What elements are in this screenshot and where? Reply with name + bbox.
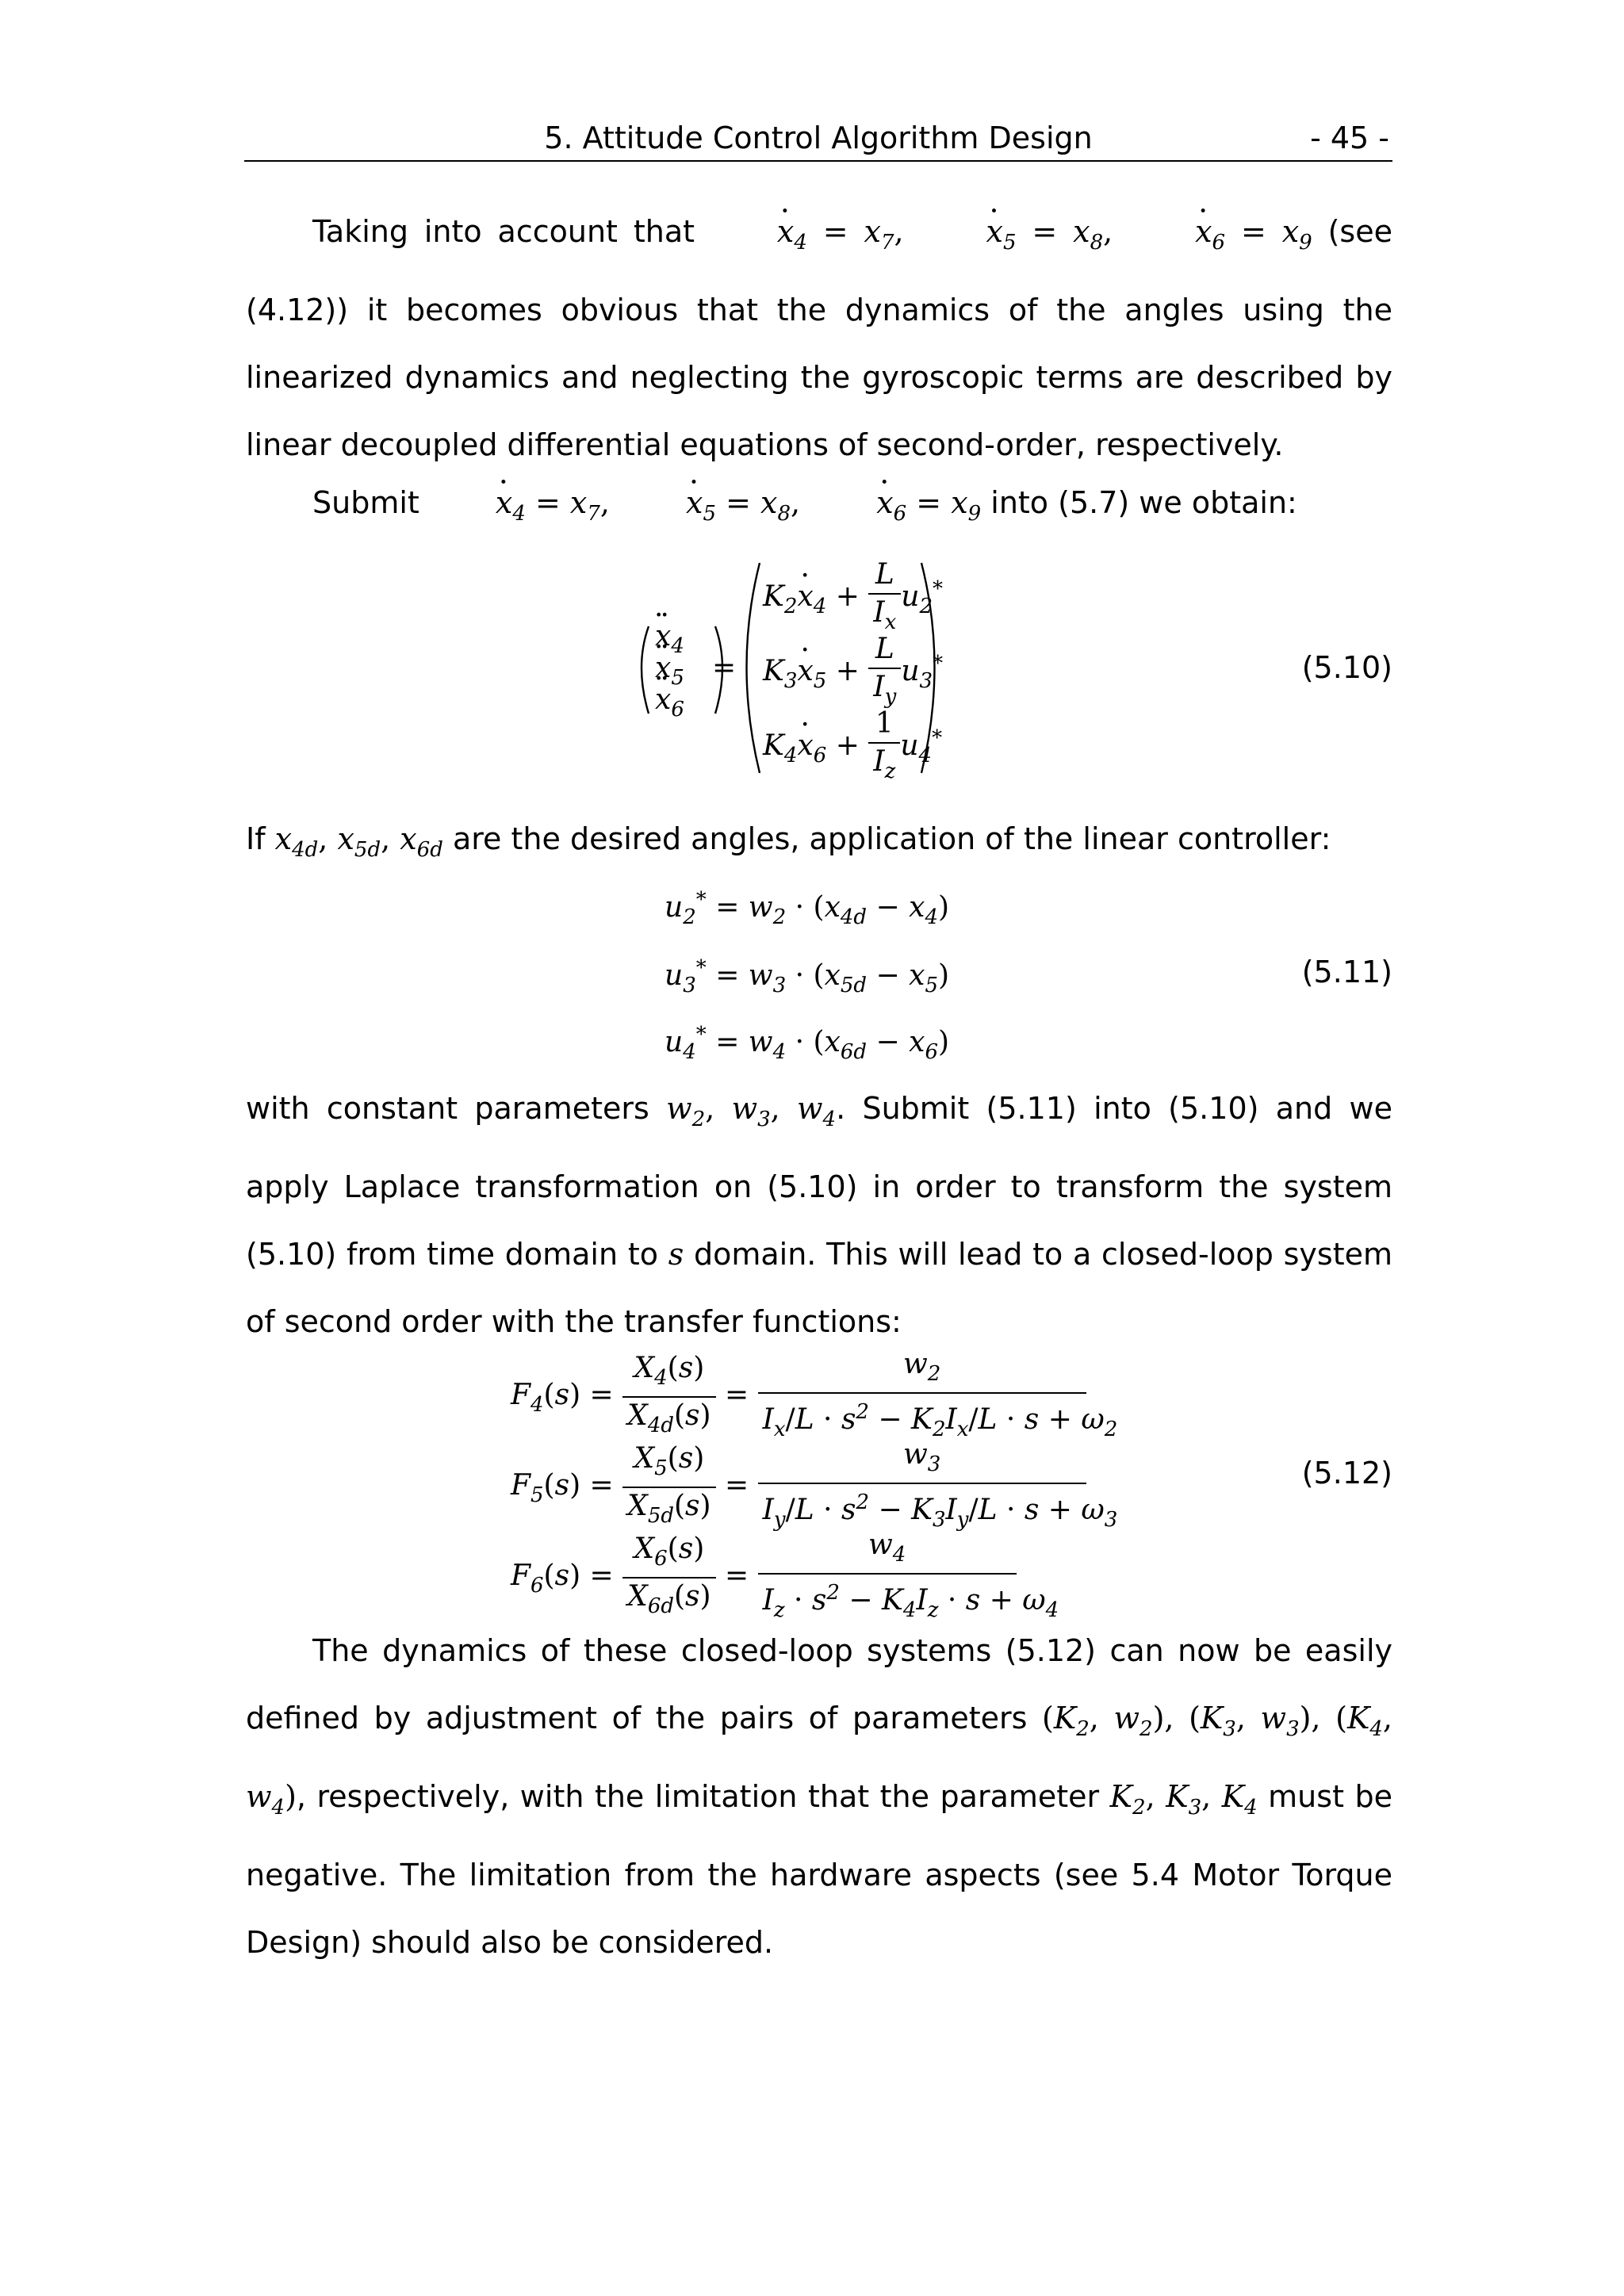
row-1-expression: $K_2\cdot x_4$ + $\frac{L}{I_x}$ $u_2^*$ (763, 557, 943, 641)
paragraph-2 (246, 469, 1392, 548)
transfer-function-f5: $F_5(s)$ = $\frac{X_5(s)}{X_{5d}(s)}$ = $\frac{w_3}{I_y/L \cdot s^2 - K_3I_y/L \cdot s + \omega_3}$ (511, 1438, 1118, 1532)
p1-text-a: Taking into account that (312, 214, 710, 249)
header-title: 5. Attitude Control Algorithm Design (544, 121, 1093, 155)
controller-u3: $u_3^* = w_3 \cdot (x_{5d} - x_5)$ (665, 956, 950, 997)
p5-math-k-parameters: $K_2$, $K_3$, $K_4$ (1109, 1779, 1258, 1820)
running-header (244, 116, 1392, 162)
p3-math-desired-angles: $x_{4d}$, $x_{5d}$, $x_{6d}$ (274, 821, 443, 862)
row-3-expression: $K_4\cdot x_6$ + $\frac{1}{I_z}$ $u_4^*$ (763, 706, 942, 790)
p2-text-a: Submit (312, 485, 429, 520)
controller-u2: $u_2^* = w_2 \cdot (x_{4d} - x_4)$ (665, 888, 950, 929)
p4-text-a: with constant parameters (246, 1091, 667, 1126)
controller-u4: $u_4^* = w_4 \cdot (x_{6d} - x_6)$ (665, 1023, 950, 1064)
page-number: - 45 - (1310, 121, 1389, 155)
p3-text-a: If (246, 821, 275, 856)
vector-x5-ddot: ·· $x_5$ (655, 652, 684, 690)
paragraph-4 (246, 1075, 1392, 1356)
transfer-function-f6: $F_6(s)$ = $\frac{X_6(s)}{X_{6d}(s)}$ = $\frac{w_4}{I_z \cdot s^2 - K_4I_z \cdot s + \omega_4}$ (511, 1529, 1059, 1622)
p1-text-b: (see (4.12)) it becomes obvious that the dynamics of the angles using the linearized dynamics and neglecting the gyroscopic terms are described by linear decoupled differential equations of second-order, respectively. (246, 214, 1392, 462)
paragraph-3 (246, 806, 1392, 884)
equation-number-5-10: (5.10) (1301, 650, 1392, 685)
vector-x6-ddot: ·· $x_6$ (655, 683, 684, 721)
p3-text-b: are the desired angles, application of the linear controller: (442, 821, 1331, 856)
p4-math-s: s (668, 1237, 684, 1272)
vector-x4-ddot: ·· $x_4$ (655, 620, 684, 658)
p5-text-a: The dynamics of these closed-loop systems (5.12) can now be easily defined by adjustment of the pairs of parameters (246, 1633, 1392, 1735)
p5-text-b: , respectively, with the limitation that the parameter (296, 1779, 1110, 1814)
transfer-function-f4: $F_4(s)$ = $\frac{X_4(s)}{X_{4d}(s)}$ = $\frac{w_2}{I_x/L \cdot s^2 - K_2I_x/L \cdot s + \omega_2}$ (511, 1348, 1118, 1441)
p2-math-equalities: · $x_4 = x_7$, · $x_5 = x_8$, · $x_6 = x_9$ (429, 485, 981, 520)
p5-math-parameter-pairs: ($K_2$, $w_2$), ($K_3$, $w_3$), ($K_4$, $w_4$) (246, 1701, 1392, 1820)
p4-text-b: . Submit (5.11) into (5.10) and we apply Laplace transformation on (5.10) in order to transform the system (5.10) from time domain to (246, 1091, 1392, 1272)
p4-math-parameters: $w_2$, $w_3$, $w_4$ (666, 1091, 837, 1131)
p5-text-c: must be negative. The limitation from the hardware aspects (see 5.4 Motor Torque Design) should also be considered. (246, 1779, 1392, 1960)
p2-text-b: into (5.7) we obtain: (981, 485, 1297, 520)
equation-number-5-12: (5.12) (1301, 1456, 1392, 1490)
p1-math-equalities: · $x_4 = x_7$, · $x_5 = x_8$, · $x_6 = x_9$ (710, 214, 1312, 249)
row-2-expression: $K_3\cdot x_5$ + $\frac{L}{I_y}$ $u_3^*$ (763, 631, 943, 715)
p4-text-c: domain. This will lead to a closed-loop system of second order with the transfer functions: (246, 1237, 1392, 1339)
equals-sign: = (712, 652, 737, 684)
equation-number-5-11: (5.11) (1301, 955, 1392, 989)
paragraph-5 (246, 1617, 1392, 1976)
paragraph-1 (246, 198, 1392, 479)
